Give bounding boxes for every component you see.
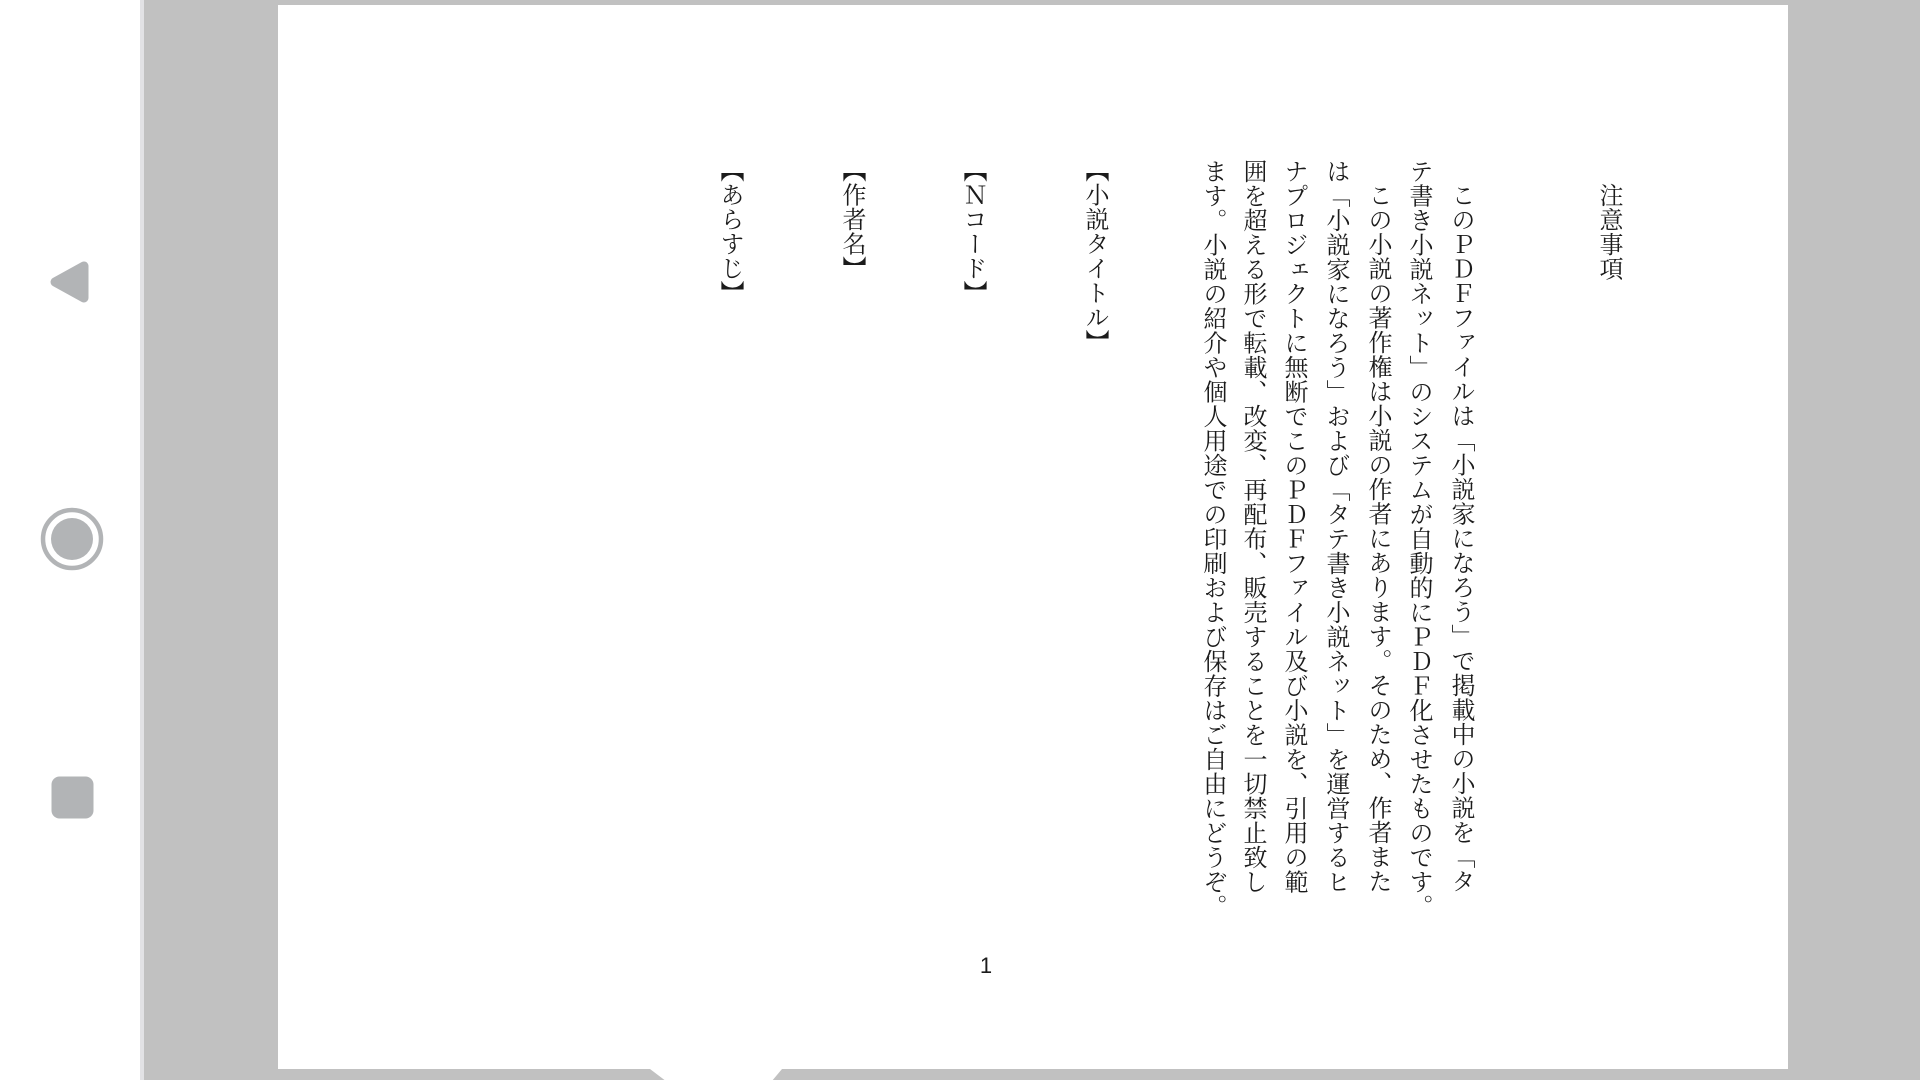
field-label-ncode: 【Ｎコード】: [959, 158, 986, 305]
notice-paragraph-column: ます。小説の紹介や個人用途での印刷および保存はご自由にどうぞ。: [1199, 159, 1226, 919]
notice-paragraph-column: テ書き小説ネット」のシステムが自動的にＰＤＦ化させたものです。: [1405, 159, 1432, 919]
field-label-novel-title: 【小説タイトル】: [1081, 158, 1108, 354]
home-circle-icon: [40, 507, 104, 571]
notice-paragraph-column: 囲を超える形で転載、改変、再配布、販売することを一切禁止致し: [1239, 159, 1266, 894]
recents-square-icon: [50, 775, 95, 820]
notice-heading: 注意事項: [1595, 183, 1622, 281]
pdf-page: [278, 5, 1788, 1069]
page-curl-notch: [650, 1069, 782, 1080]
notice-paragraph-column: この小説の著作権は小説の作者にあります。そのため、作者また: [1364, 183, 1391, 894]
android-nav-bar: [0, 0, 144, 1080]
page-number: 1: [979, 953, 993, 978]
notice-paragraph-column: ナプロジェクトに無断でこのＰＤＦファイル及び小説を、引用の範: [1280, 159, 1307, 894]
back-button[interactable]: [45, 256, 93, 308]
field-label-author: 【作者名】: [838, 158, 865, 281]
home-button[interactable]: [40, 507, 104, 571]
notice-paragraph-column: このＰＤＦファイルは「小説家になろう」で掲載中の小説を「タ: [1447, 183, 1474, 894]
back-triangle-icon: [45, 256, 93, 308]
field-label-synopsis: 【あらすじ】: [716, 158, 743, 305]
recents-button[interactable]: [50, 775, 95, 820]
notice-paragraph-column: は「小説家になろう」および「タテ書き小説ネット」を運営するヒ: [1322, 159, 1349, 894]
